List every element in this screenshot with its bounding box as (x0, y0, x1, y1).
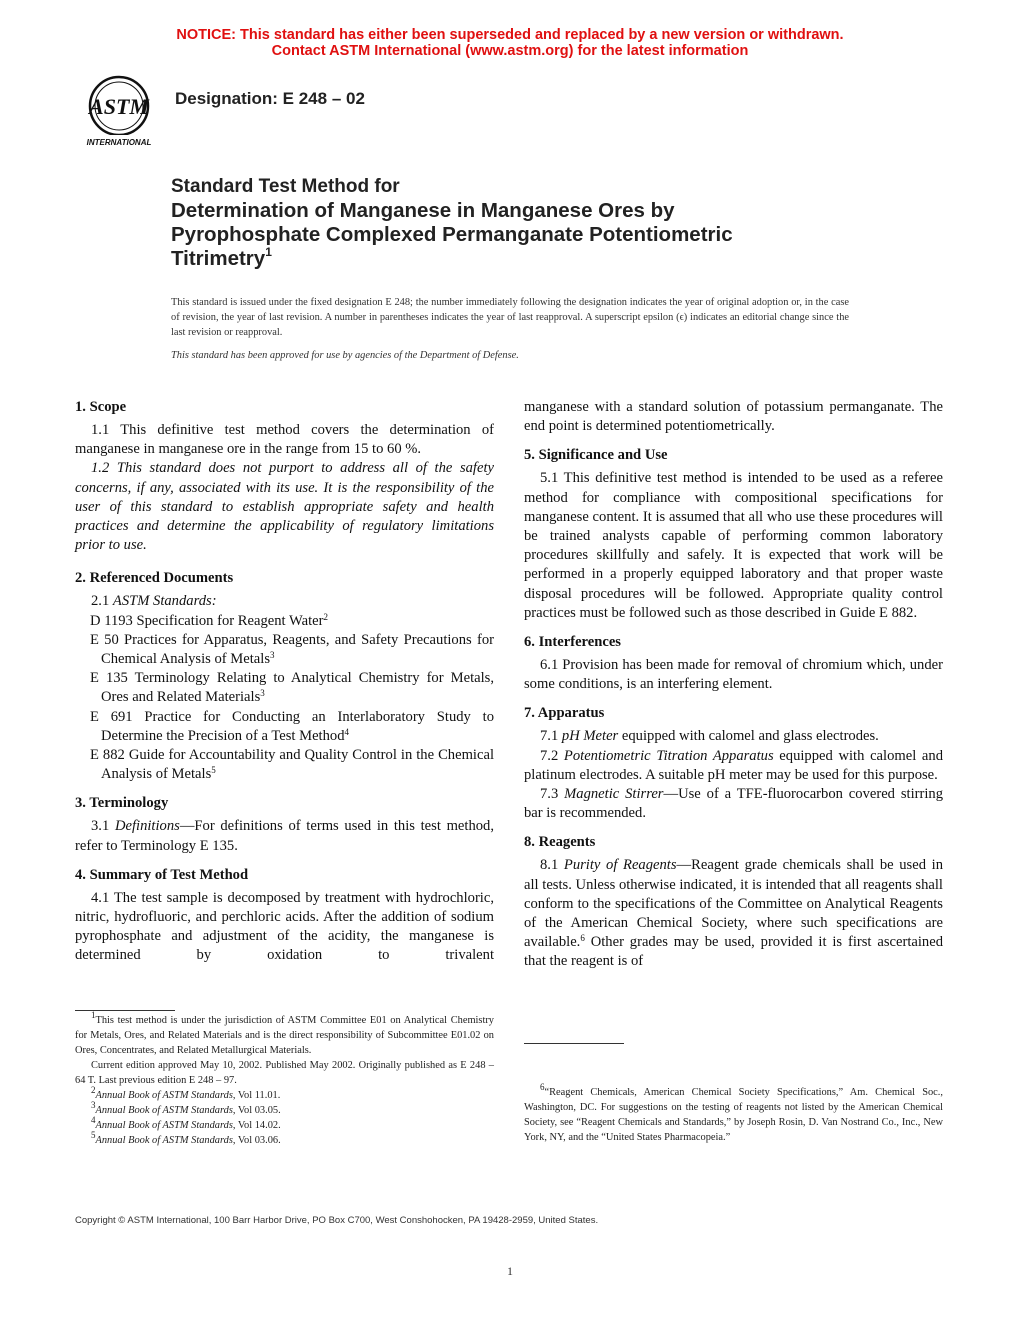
book-volume: , Vol 03.05. (232, 1105, 281, 1116)
footnote-mark: 3 (91, 1100, 96, 1110)
section-heading: 2. Referenced Documents (75, 570, 234, 587)
section-heading: 4. Summary of Test Method (75, 866, 249, 883)
footnote-mark: 3 (260, 688, 265, 699)
section-reagents (524, 833, 943, 971)
footnote-mark: 2 (91, 1085, 96, 1095)
section-heading: 5. Significance and Use (524, 447, 668, 464)
book-title: Annual Book of ASTM Standards (95, 1120, 233, 1131)
reference-text: E 50 Practices for Apparatus, Reagents, and Safety Precautions for Chemical Analysis of Metals (90, 631, 494, 668)
footnote-mark: 5 (211, 765, 216, 776)
title-line-3-text: Titrimetry (171, 247, 266, 270)
issued-note: This standard is issued under the fixed designation E 248; the number immediately following the designation indicates the year of original adoption or, in the case of revision, the year of last revision. A number in parentheses indicates the year of last reapproval. A superscript epsilon (ϵ) indicates an editorial change since the last revision or reapproval. (171, 297, 849, 339)
footnote-mark: 6 (580, 933, 585, 944)
paragraph-number: 7.2 (540, 747, 559, 764)
footnote (524, 1082, 943, 1145)
paragraph-text: —Use of a TFE-fluorocarbon covered stirring bar is recommended. (524, 786, 943, 822)
paragraph-term: ASTM Standards: (112, 593, 217, 610)
paragraph: 1.2 This standard does not purport to address all of the safety concerns, if any, associated with its use. It is the responsibility of the user of this standard to establish appropriate safety and health practices and determine the applicability of regulatory limitations prior to use. (75, 460, 494, 554)
section-scope (75, 398, 494, 555)
withdrawn-notice (0, 27, 1020, 59)
title-line-1: Determination of Manganese in Manganese Ores by (171, 199, 675, 222)
footnote-text: This test method is under the jurisdiction of ASTM Committee E01 on Analytical Chemistry for Metals, Ores, and Related Materials and is the direct responsibility of Subcommittee E01.02 on Ores, Concentrates, and Related Metallurgical Materials. (75, 1015, 494, 1056)
paragraph (524, 856, 943, 971)
notice-line-1: NOTICE: This standard has either been superseded and replaced by a new version or withdrawn. (176, 27, 844, 43)
footnote: Current edition approved May 10, 2002. Published May 2002. Originally published as E 248 – 64 T. Last previous edition E 248 – 97. (75, 1060, 494, 1086)
approved-note: This standard has been approved for use by agencies of the Department of Defense. (171, 350, 519, 361)
paragraph-text: —For definitions of terms used in this test method, refer to Terminology E 135. (75, 818, 494, 854)
paragraph-text: Other grades may be used, provided it is first ascertained that the reagent is of (524, 934, 943, 970)
paragraph (524, 747, 943, 785)
paragraph-number: 7.3 (540, 786, 559, 803)
footnote-mark: 4 (91, 1115, 96, 1125)
paragraph (524, 785, 943, 823)
footnote (75, 1010, 494, 1058)
footnote-text: “Reagent Chemicals, American Chemical Society Specifications,” Am. Chemical Soc., Washington, DC. For suggestions on the testing of reagents not listed by the American Chemical Society, see “Reagent Chemicals and Standards,” by Joseph Rosin, D. Van Nostrand Co., Inc., New York, NY, and the “United States Pharmacopeia.” (524, 1087, 943, 1143)
section-summary-continued (524, 398, 943, 436)
logo-text: ASTM (89, 94, 149, 119)
book-title: Annual Book of ASTM Standards (95, 1090, 233, 1101)
section-apparatus (524, 704, 943, 823)
footnote (75, 1115, 494, 1133)
section-referenced-documents (75, 569, 494, 784)
footnote (75, 1085, 494, 1103)
book-volume: , Vol 14.02. (232, 1120, 281, 1131)
paragraph-term: Purity of Reagents (563, 857, 677, 874)
section-summary (75, 866, 494, 966)
title-line-2: Pyrophosphate Complexed Permanganate Potentiometric (171, 223, 733, 246)
footnotes-left (75, 1010, 494, 1148)
paragraph-number: 3.1 (91, 818, 110, 835)
title-pre: Standard Test Method for (171, 176, 400, 197)
reference-text: D 1193 Specification for Reagent Water (90, 612, 324, 629)
footnote-mark: 3 (270, 650, 275, 661)
section-significance (524, 446, 943, 623)
book-title: Annual Book of ASTM Standards (95, 1105, 233, 1116)
paragraph-text: equipped with calomel and glass electrodes. (618, 728, 879, 745)
book-volume: , Vol 11.01. (232, 1090, 281, 1101)
paragraph: 1.1 This definitive test method covers the determination of manganese in manganese ore in the range from 15 to 60 %. (75, 422, 494, 458)
paragraph-text: —Reagent grade chemicals shall be used in all tests. Unless otherwise indicated, it is intended that all reagents shall conform to the specifications of the Committee on Analytical Reagents of the American Chemical Society, where such specifications are available. (524, 857, 944, 951)
section-heading: 8. Reagents (524, 834, 596, 851)
paragraph (75, 592, 494, 611)
section-heading: 1. Scope (75, 399, 127, 415)
right-column (524, 398, 943, 982)
copyright: Copyright © ASTM International, 100 Barr Harbor Drive, PO Box C700, West Conshohocken, PA 19428-2959, United States. (75, 1215, 599, 1226)
section-heading: 7. Apparatus (524, 705, 605, 722)
reference-item (75, 669, 494, 707)
footnote-mark: 4 (344, 726, 349, 737)
paragraph: manganese with a standard solution of potassium permanganate. The end point is determined potentiometrically. (524, 399, 943, 435)
reference-item (75, 708, 494, 746)
paragraph-number: 2.1 (91, 593, 110, 610)
title-line-3 (171, 247, 951, 271)
section-terminology (75, 794, 494, 855)
footnote (75, 1100, 494, 1118)
paragraph: 6.1 Provision has been made for removal of chromium which, under some conditions, is an interfering element. (524, 657, 943, 693)
footnote-mark: 1 (91, 1010, 96, 1020)
section-heading: 3. Terminology (75, 795, 169, 812)
paragraph-number: 8.1 (540, 857, 559, 874)
footnote-rule (75, 1010, 175, 1011)
footnote-mark: 5 (91, 1130, 96, 1140)
footnotes-right (524, 1082, 943, 1145)
paragraph-text: equipped with calomel and platinum electrodes. A suitable pH meter may be used for this purpose. (524, 747, 943, 783)
paragraph-term: pH Meter (561, 728, 619, 745)
paragraph-number: 7.1 (540, 728, 559, 745)
paragraph (75, 817, 494, 855)
reference-text: E 691 Practice for Conducting an Interlaboratory Study to Determine the Precision of a Test Method (90, 708, 494, 744)
page-number: 1 (507, 1264, 513, 1278)
footnote-mark: 6 (540, 1082, 545, 1092)
paragraph (524, 727, 943, 746)
reference-item (75, 612, 494, 631)
notice-line-2: Contact ASTM International (www.astm.org) for the latest information (271, 43, 749, 59)
reference-item (75, 631, 494, 669)
reference-text: E 135 Terminology Relating to Analytical Chemistry for Metals, Ores and Related Materials (90, 670, 494, 706)
paragraph: 5.1 This definitive test method is intended to be used as a referee method for compliance with compositional specifications for manganese content. It is assumed that all who use these procedures will be trained analysts capable of performing common laboratory procedures skillfully and safely. It is expected that work will be performed in a properly equipped laboratory and that proper waste disposal procedures will be followed. Appropriate quality control practices must be followed such as those described in Guide E 882. (524, 470, 943, 621)
left-column (75, 398, 494, 976)
paragraph-term: Magnetic Stirrer (564, 786, 664, 803)
book-title: Annual Book of ASTM Standards (95, 1135, 233, 1146)
reference-item (75, 746, 494, 784)
astm-logo-icon (76, 72, 162, 150)
paragraph-term: Definitions (114, 818, 180, 835)
book-volume: , Vol 03.06. (232, 1135, 281, 1146)
footnote-mark: 2 (323, 611, 328, 622)
title-footnote-mark: 1 (265, 245, 272, 259)
footnote (75, 1130, 494, 1148)
reference-text: E 882 Guide for Accountability and Quality Control in the Chemical Analysis of Metals (90, 747, 494, 783)
section-interferences (524, 633, 943, 694)
section-heading: 6. Interferences (524, 634, 621, 651)
logo-subtext: INTERNATIONAL (86, 138, 152, 147)
footnote-rule (524, 1043, 624, 1044)
designation: Designation: E 248 – 02 (175, 89, 365, 108)
paragraph-term: Potentiometric Titration Apparatus (563, 747, 774, 764)
document-title (171, 175, 951, 271)
paragraph: 4.1 The test sample is decomposed by treatment with hydrochloric, nitric, hydrofluoric, and perchloric acids. After the addition of sodium pyrophosphate and adjustment of the acidity, the manganese is determined by oxidation to trivalent (75, 889, 494, 964)
